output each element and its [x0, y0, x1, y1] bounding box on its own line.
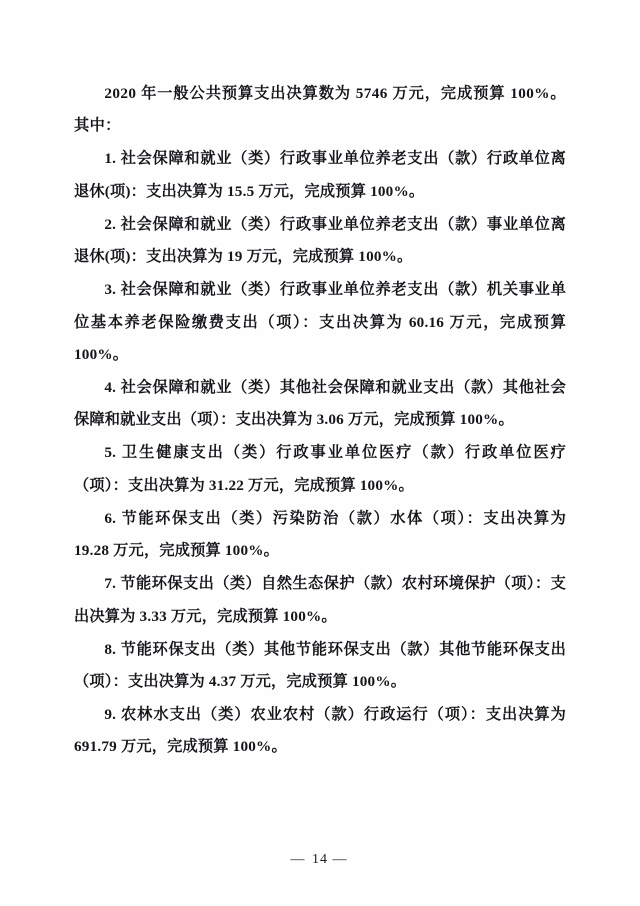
- paragraph-item-8: 8. 节能环保支出（类）其他节能环保支出（款）其他节能环保支出（项）：支出决算为 4.37 万元，完成预算 100%。: [74, 640, 566, 690]
- footer-dash-left: —: [290, 852, 308, 867]
- document-body: [74, 78, 566, 764]
- page-footer: [0, 852, 640, 868]
- paragraph-item-5: 5. 卫生健康支出（类）行政事业单位医疗（款）行政单位医疗（项）：支出决算为 31.22 万元，完成预算 100%。: [74, 444, 566, 494]
- paragraph-item-4: 4. 社会保障和就业（类）其他社会保障和就业支出（款）其他社会保障和就业支出（项）：支出决算为 3.06 万元，完成预算 100%。: [74, 378, 566, 429]
- paragraph-item-2: 2. 社会保障和就业（类）行政事业单位养老支出（款）事业单位离退休(项)：支出决算为 19 万元，完成预算 100%。: [74, 215, 566, 266]
- paragraph-item-1: 1. 社会保障和就业（类）行政事业单位养老支出（款）行政单位离退休(项)：支出决算为 15.5 万元，完成预算 100%。: [74, 150, 566, 200]
- paragraph-item-7: 7. 节能环保支出（类）自然生态保护（款）农村环境保护（项）：支出决算为 3.33 万元，完成预算 100%。: [74, 575, 566, 625]
- paragraph-item-9: 9. 农林水支出（类）农业农村（款）行政运行（项）：支出决算为 691.79 万元，完成预算 100%。: [74, 706, 566, 756]
- page-number: 14: [312, 852, 328, 867]
- paragraph-item-3: 3. 社会保障和就业（类）行政事业单位养老支出（款）机关事业单位基本养老保险缴费支出（项）：支出决算为 60.16 万元，完成预算 100%。: [74, 281, 566, 363]
- paragraph-item-6: 6. 节能环保支出（类）污染防治（款）水体（项）：支出决算为 19.28 万元，完成预算 100%。: [74, 509, 566, 560]
- paragraph-intro: 2020 年一般公共预算支出决算数为 5746 万元，完成预算 100%。其中：: [74, 85, 566, 135]
- footer-dash-right: —: [332, 852, 350, 867]
